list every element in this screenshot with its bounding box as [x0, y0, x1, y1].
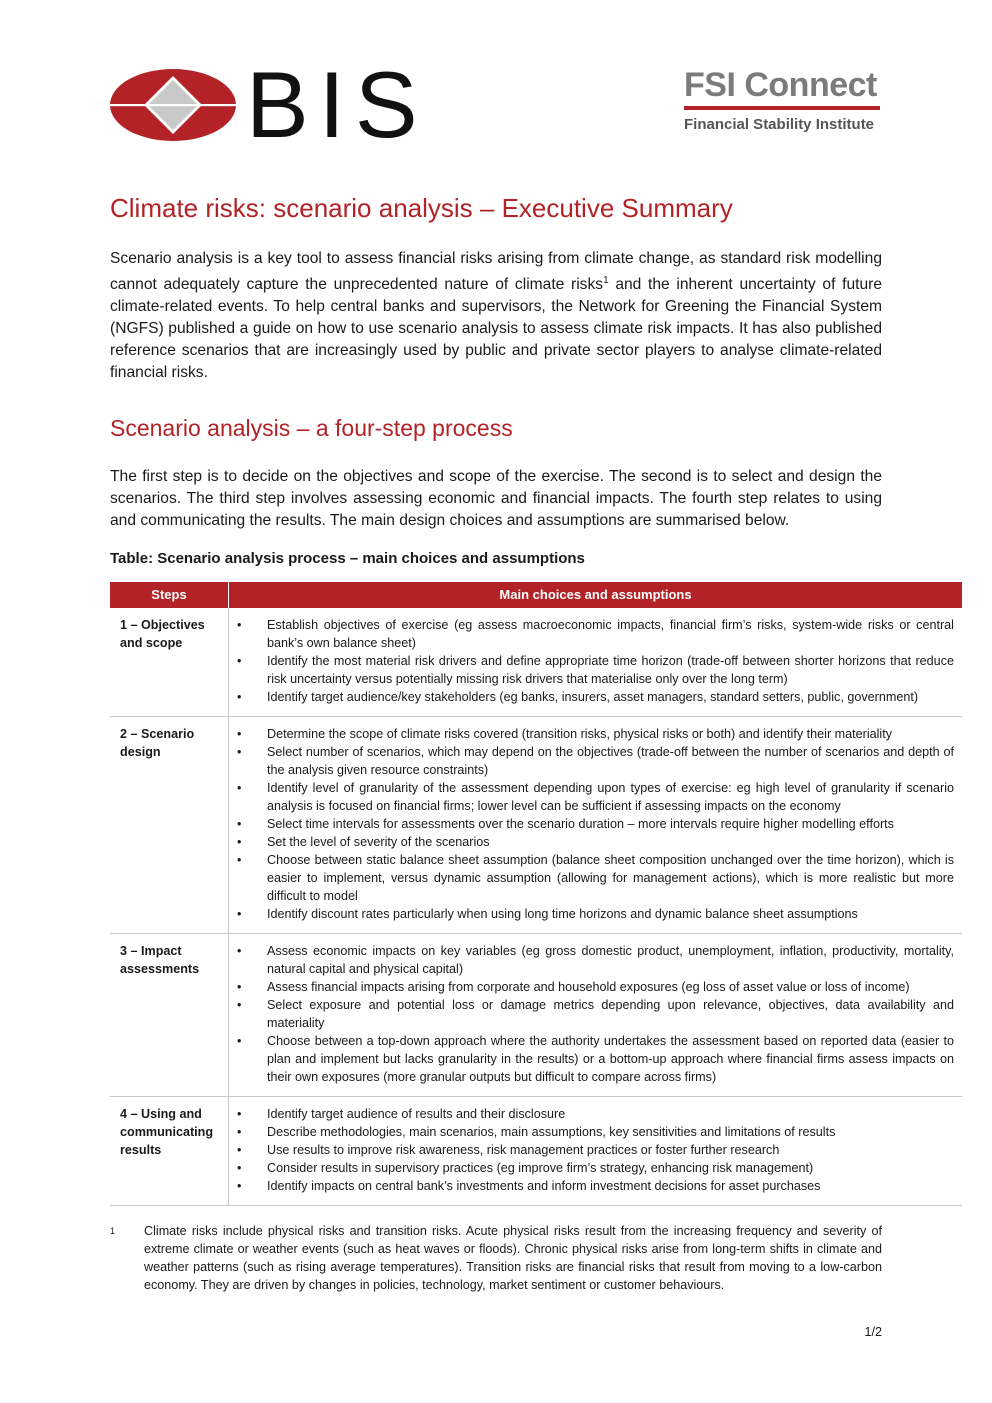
list-item-text: Establish objectives of exercise (eg assess macroeconomic impacts, financial firm’s risks, system-wide risks or central bank’s own balance sheet): [267, 618, 954, 650]
list-item-text: Determine the scope of climate risks covered (transition risks, physical risks or both) and identify their materiality: [267, 727, 893, 741]
main-content: [110, 192, 882, 585]
bullet-icon: •: [237, 654, 242, 668]
bullet-icon: •: [237, 1125, 242, 1139]
intro-text-after: and the inherent uncertainty of future climate-related events. To help central banks and supervisors, the Network for Greening the Financial System (NGFS) published a guide on how to use scenario analysis to assess climate risk impacts. It has also published reference scenarios that are increasingly used by public and private sector players to analyse climate-related financial risks.: [110, 275, 882, 381]
fsi-title-b: Connect: [744, 66, 877, 104]
bullet-icon: •: [237, 853, 242, 867]
list-item-text: Consider results in supervisory practices (eg improve firm’s strategy, enhancing risk management): [267, 1161, 814, 1175]
bullet-icon: •: [237, 727, 242, 741]
list-item: [229, 1032, 954, 1086]
footnote: [110, 1222, 882, 1294]
list-item-text: Identify target audience/key stakeholders (eg banks, insurers, asset managers, standard setters, public, government): [267, 690, 919, 704]
list-item: [229, 688, 954, 706]
step-choices: [229, 717, 963, 934]
list-item: [229, 833, 954, 851]
fsi-connect-logo: [684, 68, 882, 133]
list-item: [229, 851, 954, 905]
list-item: [229, 1177, 954, 1195]
list-item-text: Identify target audience of results and their disclosure: [267, 1107, 566, 1121]
list-item-text: Describe methodologies, main scenarios, main assumptions, key sensitivities and limitations of results: [267, 1125, 836, 1139]
list-item: [229, 1105, 954, 1123]
bis-logo: [110, 52, 428, 157]
header-steps: Steps: [110, 582, 229, 608]
table-row: [110, 717, 962, 934]
list-item-text: Select exposure and potential loss or damage metrics depending upon relevance, objectives, data availability and materiality: [267, 998, 954, 1030]
step-label: 2 – Scenario design: [110, 717, 229, 934]
step-label: 3 – Impact assessments: [110, 934, 229, 1097]
intro-text-before: Scenario analysis is a key tool to assess financial risks arising from climate change, as standard risk modelling cannot adequately capture the unprecedented nature of climate risks: [110, 249, 882, 293]
list-item-text: Identify the most material risk drivers and define appropriate time horizon (trade-off between shorter horizons that reduce risk uncertainty versus potentially missing risk drivers that materialise only over the long term): [267, 654, 954, 686]
bis-wordmark: BIS: [246, 52, 428, 157]
list-item: [229, 1141, 954, 1159]
page-number: 1/2: [864, 1325, 882, 1339]
list-item: [229, 905, 954, 923]
list-item-text: Select time intervals for assessments over the scenario duration – more intervals require higher modelling efforts: [267, 817, 894, 831]
bullet-icon: •: [237, 1179, 242, 1193]
table-row: [110, 608, 962, 717]
list-item: [229, 942, 954, 978]
bullet-icon: •: [237, 835, 242, 849]
list-item: [229, 1123, 954, 1141]
list-item: [229, 725, 954, 743]
list-item: [229, 978, 954, 996]
bullet-icon: •: [237, 745, 242, 759]
step-choices: [229, 1097, 963, 1206]
bullet-icon: •: [237, 1143, 242, 1157]
list-item-text: Identify level of granularity of the assessment depending upon types of exercise: eg high level of granularity if scenario analysis is focused on financial firms; lower level can be sufficient if assessing impacts on the economy: [267, 781, 954, 813]
footnote-number: 1: [110, 1226, 116, 1236]
bullet-icon: •: [237, 817, 242, 831]
footnote-ref[interactable]: 1: [603, 274, 609, 286]
list-item: [229, 1159, 954, 1177]
fsi-subtitle: Financial Stability Institute: [684, 116, 875, 133]
step-choices: [229, 934, 963, 1097]
bis-emblem-icon: [110, 68, 236, 142]
fsi-title-a: FSI: [684, 66, 736, 104]
bullet-icon: •: [237, 998, 242, 1012]
list-item: [229, 652, 954, 688]
list-item-text: Choose between a top-down approach where the authority undertakes the assessment based on reported data (easier to plan and implement but lacks granularity in the results) or a bottom-up approach where financial firms assess impacts on their own exposures (more granular outputs but difficult to compare across firms): [267, 1034, 954, 1084]
step-choices: [229, 608, 963, 717]
choices-list: [229, 942, 954, 1086]
bullet-icon: •: [237, 1107, 242, 1121]
list-item-text: Assess financial impacts arising from corporate and household exposures (eg loss of asset value or loss of income): [267, 980, 910, 994]
choices-list: [229, 725, 954, 923]
list-item-text: Use results to improve risk awareness, risk management practices or foster further research: [267, 1143, 780, 1157]
bullet-icon: •: [237, 781, 242, 795]
footnote-text: Climate risks include physical risks and transition risks. Acute physical risks result from the increasing frequency and severity of extreme climate or weather events (such as heat waves or floods). Chronic physical risks arise from long-term shifts in climate and weather patterns (such as rising average temperatures). Transition risks are financial risks that result from moving to a low-carbon economy. They are driven by changes in policies, technology, market sentiment or customer behaviours.: [144, 1224, 882, 1292]
list-item: [229, 616, 954, 652]
step-label: 4 – Using and communicating results: [110, 1097, 229, 1206]
choices-list: [229, 1105, 954, 1195]
header-choices: Main choices and assumptions: [229, 582, 963, 608]
list-item: [229, 996, 954, 1032]
choices-list: [229, 616, 954, 706]
step-label: 1 – Objectives and scope: [110, 608, 229, 717]
table-row: [110, 934, 962, 1097]
list-item-text: Identify impacts on central bank’s investments and inform investment decisions for asset purchases: [267, 1179, 821, 1193]
list-item: [229, 815, 954, 833]
list-item-text: Set the level of severity of the scenarios: [267, 835, 490, 849]
section-heading: Scenario analysis – a four-step process: [110, 414, 513, 441]
bullet-icon: •: [237, 1161, 242, 1175]
bullet-icon: •: [237, 944, 242, 958]
process-table: [110, 582, 962, 1206]
list-item: [229, 779, 954, 815]
table-header-row: [110, 582, 962, 608]
bullet-icon: •: [237, 980, 242, 994]
list-item-text: Assess economic impacts on key variables (eg gross domestic product, unemployment, inflation, productivity, mortality, natural capital and physical capital): [267, 944, 954, 976]
list-item-text: Select number of scenarios, which may depend on the objectives (trade-off between the number of scenarios and depth of the analysis given resource constraints): [267, 745, 954, 777]
list-item-text: Choose between static balance sheet assumption (balance sheet composition unchanged over the time horizon), which is easier to implement, versus dynamic assumption (allowing for management actions), which is more realistic but more difficult to model: [267, 853, 954, 903]
page-header: [0, 0, 992, 160]
bullet-icon: •: [237, 1034, 242, 1048]
fsi-divider: [684, 106, 880, 110]
page-title: Climate risks: scenario analysis – Executive Summary: [110, 193, 733, 223]
table-row: [110, 1097, 962, 1206]
intro-paragraph: [110, 248, 882, 384]
fsi-connect-title: [684, 68, 882, 102]
list-item: [229, 743, 954, 779]
bullet-icon: •: [237, 907, 242, 921]
bullet-icon: •: [237, 618, 242, 632]
table-caption: Table: Scenario analysis process – main choices and assumptions: [110, 549, 585, 567]
bullet-icon: •: [237, 690, 242, 704]
table-body: [110, 608, 962, 1206]
list-item-text: Identify discount rates particularly when using long time horizons and dynamic balance sheet assumptions: [267, 907, 858, 921]
section-paragraph: The first step is to decide on the objectives and scope of the exercise. The second is to select and design the scenarios. The third step involves assessing economic and financial impacts. The fourth step relates to using and communicating the results. The main design choices and assumptions are summarised below.: [110, 467, 882, 529]
